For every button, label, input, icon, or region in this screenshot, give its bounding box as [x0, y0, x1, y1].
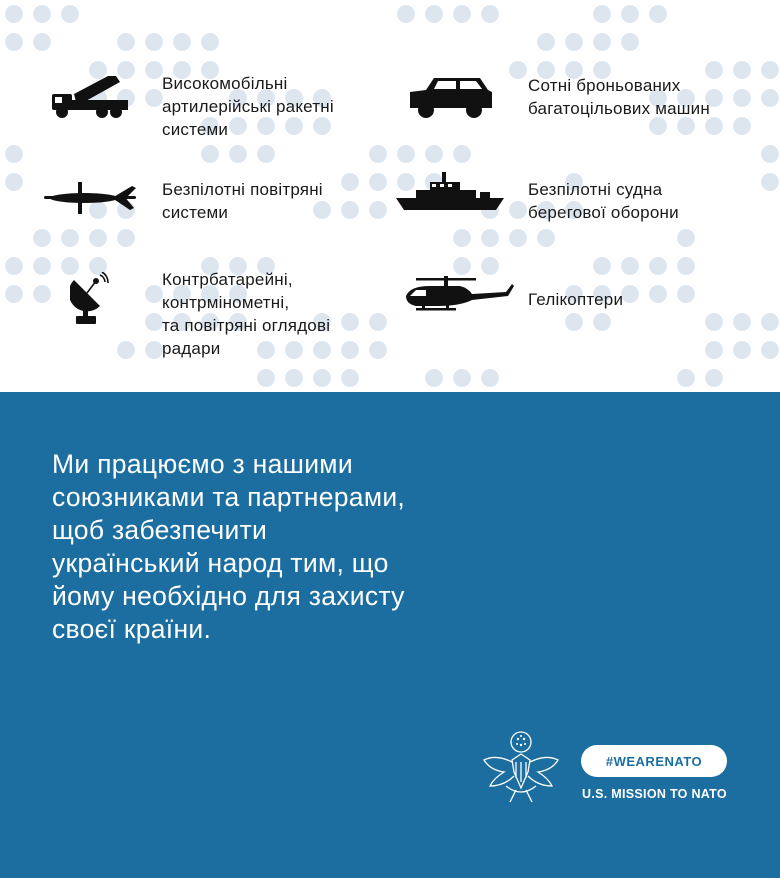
background-dot — [257, 369, 275, 387]
background-dot — [257, 145, 275, 163]
background-dot — [453, 229, 471, 247]
background-dot — [649, 5, 667, 23]
background-dot — [705, 313, 723, 331]
equipment-panel — [0, 0, 780, 392]
background-dot — [145, 89, 163, 107]
coastal-ship-icon — [396, 172, 506, 214]
background-dot — [453, 257, 471, 275]
background-dot — [481, 257, 499, 275]
background-dot — [593, 313, 611, 331]
background-dot — [89, 229, 107, 247]
background-dot — [5, 257, 23, 275]
background-dot — [509, 201, 527, 219]
background-dot — [481, 229, 499, 247]
background-dot — [201, 33, 219, 51]
background-dot — [145, 285, 163, 303]
background-dot — [705, 369, 723, 387]
item-label: Високомобільні артилерійські ракетні системи — [162, 74, 334, 139]
background-dot — [481, 369, 499, 387]
background-dot — [5, 145, 23, 163]
helicopter-icon — [402, 276, 514, 316]
background-dot — [145, 341, 163, 359]
background-dot — [509, 229, 527, 247]
item-label: Сотні броньованих багатоцільових машин — [528, 76, 710, 118]
item-label: Гелікоптери — [528, 290, 624, 309]
background-dot — [117, 33, 135, 51]
background-dot — [537, 229, 555, 247]
background-dot — [5, 173, 23, 191]
background-dot — [621, 33, 639, 51]
armored-vehicle-icon — [408, 72, 494, 122]
background-dot — [705, 341, 723, 359]
background-dot — [201, 145, 219, 163]
background-dot — [621, 257, 639, 275]
background-dot — [33, 285, 51, 303]
background-dot — [453, 369, 471, 387]
background-dot — [425, 369, 443, 387]
background-dot — [285, 369, 303, 387]
background-dot — [677, 229, 695, 247]
background-dot — [565, 313, 583, 331]
background-dot — [33, 257, 51, 275]
background-dot — [341, 369, 359, 387]
item-label: Безпілотні повітряні системи — [162, 180, 323, 222]
background-dot — [5, 285, 23, 303]
background-dot — [649, 257, 667, 275]
background-dot — [5, 33, 23, 51]
background-dot — [61, 5, 79, 23]
great-seal-icon — [476, 726, 566, 816]
background-dot — [565, 33, 583, 51]
drone-icon — [44, 178, 138, 218]
item-label: Контрбатарейні, контрмінометні, та повітряні оглядові радари — [162, 270, 331, 358]
background-dot — [173, 33, 191, 51]
background-dot — [33, 33, 51, 51]
background-dot — [593, 5, 611, 23]
background-dot — [145, 313, 163, 331]
item-label: Безпілотні судна берегової оборони — [528, 180, 679, 222]
background-dot — [733, 341, 751, 359]
background-dot — [33, 229, 51, 247]
background-dot — [761, 313, 779, 331]
support-message: Ми працюємо з нашими союзниками та партнерами, щоб забезпечити український народ тим, що йому необхідно для захисту своєї країни. — [52, 449, 406, 644]
background-dot — [621, 5, 639, 23]
background-dot — [397, 5, 415, 23]
background-dot — [761, 145, 779, 163]
background-dot — [677, 257, 695, 275]
background-dot — [145, 61, 163, 79]
background-dot — [117, 341, 135, 359]
background-dot — [453, 5, 471, 23]
background-dot — [593, 33, 611, 51]
background-dot — [481, 5, 499, 23]
background-dot — [425, 145, 443, 163]
rocket-launcher-truck-icon — [50, 72, 132, 122]
background-dot — [761, 173, 779, 191]
background-dot — [593, 257, 611, 275]
hashtag-badge[interactable]: #WEARENATO — [581, 745, 727, 777]
background-dot — [33, 5, 51, 23]
message-panel — [0, 392, 780, 878]
background-dot — [453, 145, 471, 163]
background-dot — [369, 145, 387, 163]
background-dot — [313, 369, 331, 387]
background-dot — [733, 313, 751, 331]
background-dot — [229, 145, 247, 163]
background-dot — [677, 369, 695, 387]
background-dot — [145, 33, 163, 51]
background-dot — [117, 229, 135, 247]
background-dot — [761, 341, 779, 359]
background-dot — [425, 5, 443, 23]
background-dot — [61, 229, 79, 247]
background-dot — [397, 145, 415, 163]
background-dot — [537, 33, 555, 51]
background-dot — [5, 5, 23, 23]
background-dot — [509, 61, 527, 79]
mission-name: U.S. MISSION TO NATO — [582, 787, 727, 801]
radar-dish-icon — [70, 272, 110, 326]
